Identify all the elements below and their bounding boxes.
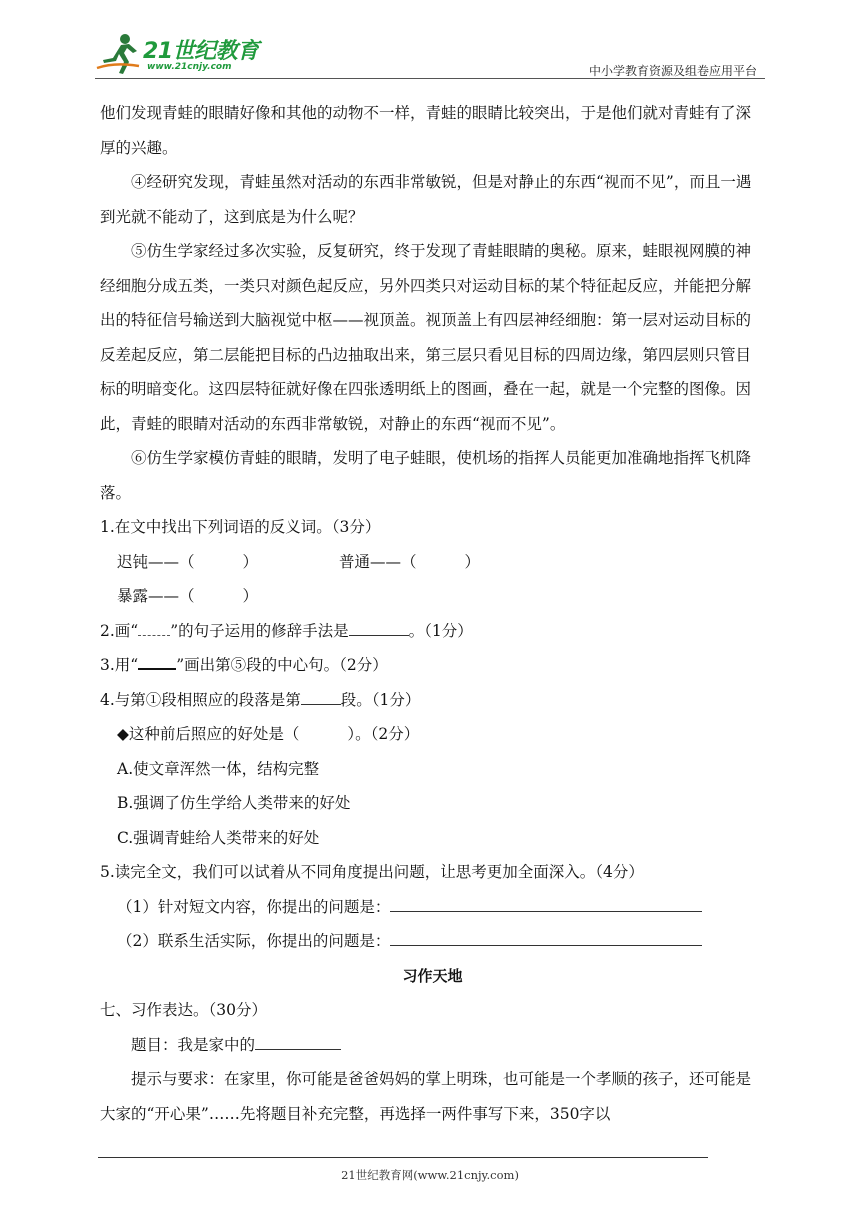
writing-heading: 七、习作表达。（30分） [100, 1001, 267, 1019]
q2-text-mid: ”的句子运用的修辞手法是 [170, 621, 349, 640]
wavy-line-sample [138, 621, 170, 636]
q3-text-start: 3.用“ [100, 656, 139, 674]
antonym-3-prompt: 暴露——（ [117, 587, 195, 605]
q3-text-end: ”画出第⑤段的中心句。（2分） [176, 656, 388, 674]
answer-blank [301, 690, 341, 705]
question-5: 5.读完全文，我们可以试着从不同角度提出问题，让思考更加全面深入。（4分） [100, 863, 644, 881]
paren-close: ） [242, 552, 259, 571]
answer-line [390, 931, 702, 946]
answer-line [390, 897, 702, 912]
q2-text-start: 2.画“ [100, 621, 139, 640]
q2-text-end: 。（1分） [408, 621, 473, 640]
q5-1-text: （1）针对短文内容，你提出的问题是： [117, 897, 391, 916]
paren-close: ） [464, 552, 480, 571]
question-1-row-1 [100, 545, 765, 580]
antonym-1-prompt: 迟钝——（ [117, 552, 195, 571]
question-4-sub [100, 717, 765, 752]
header-divider [95, 78, 765, 79]
antonym-2-prompt: 普通——（ [338, 552, 417, 571]
question-3 [100, 648, 765, 683]
question-1-row-2 [100, 579, 765, 614]
question-1: 1.在文中找出下列词语的反义词。（3分） [100, 518, 381, 536]
paragraph-6: ⑥仿生学家模仿青蛙的眼睛，发明了电子蛙眼，使机场的指挥人员能更加准确地指挥飞机降落。 [100, 449, 752, 502]
writing-topic [100, 1028, 765, 1063]
q4-sub-end: ）。（2分） [347, 725, 420, 743]
page-header [95, 30, 765, 80]
platform-name: 中小学教育资源及组卷应用平台 [588, 64, 757, 78]
underline-sample [138, 654, 176, 670]
option-c: C.强调青蛙给人类带来的好处 [117, 828, 320, 847]
q5-2-text: （2）联系生活实际，你提出的问题是： [117, 932, 391, 950]
runner-logo-icon [95, 32, 143, 76]
question-5-2 [100, 924, 765, 959]
question-5-1 [100, 890, 765, 925]
q4-text-end: 段。（1分） [340, 690, 421, 709]
footer-text: 21世纪教育网(www.21cnjy.com) [341, 1168, 519, 1182]
paragraph-continued: 他们发现青蛙的眼睛好像和其他的动物不一样，青蛙的眼睛比较突出，于是他们就对青蛙有了深厚的兴趣。 [100, 104, 752, 157]
paragraph-5: ⑤仿生学家经过多次实验，反复研究，终于发现了青蛙眼睛的奥秘。原来，蛙眼视网膜的神经细胞分成五类，一类只对颜色起反应，另外四类只对运动目标的某个特征起反应，并能把分解出的特征信号输送到大脑视觉中枢——视顶盖。视顶盖上有四层神经细胞：第一层对运动目标的反差起反应，第二层能把目标的凸边抽取出来，第三层只看见目标的四周边缘，第四层则只管目标的明暗变化。这四层特征就好像在四张透明纸上的图画，叠在一起，就是一个完整的图像。因此，青蛙的眼睛对活动的东西非常敏锐，对静止的东西“视而不见”。 [100, 242, 752, 433]
topic-blank [255, 1035, 341, 1050]
section-title: 习作天地 [402, 966, 463, 985]
q4-sub-start: ◆这种前后照应的好处是（ [117, 725, 300, 743]
question-4 [100, 683, 765, 718]
paren-close: ） [242, 587, 259, 605]
option-a: A.使文章浑然一体，结构完整 [117, 759, 320, 778]
q4-text-start: 4.与第①段相照应的段落是第 [100, 690, 301, 709]
antonym-2 [339, 545, 480, 580]
writing-hint: 提示与要求：在家里，你可能是爸爸妈妈的掌上明珠，也可能是一个孝顺的孩子，还可能是大家的“开心果”……先将题目补充完整，再选择一两件事写下来，350字以 [100, 1070, 752, 1123]
answer-blank [349, 621, 409, 636]
question-2 [100, 614, 765, 649]
paragraph-4: ④经研究发现，青蛙虽然对活动的东西非常敏锐，但是对静止的东西“视而不见”，而且一遇到光就不能动了，这到底是为什么呢？ [100, 173, 752, 226]
logo-url: www.21cnjy.com [147, 62, 232, 72]
logo-text: 21世纪教育 [143, 39, 259, 64]
topic-text: 题目：我是家中的 [131, 1035, 256, 1054]
logo [95, 30, 265, 78]
footer-divider [98, 1157, 708, 1158]
document-body [100, 96, 765, 1131]
option-b: B.强调了仿生学给人类带来的好处 [117, 794, 351, 812]
